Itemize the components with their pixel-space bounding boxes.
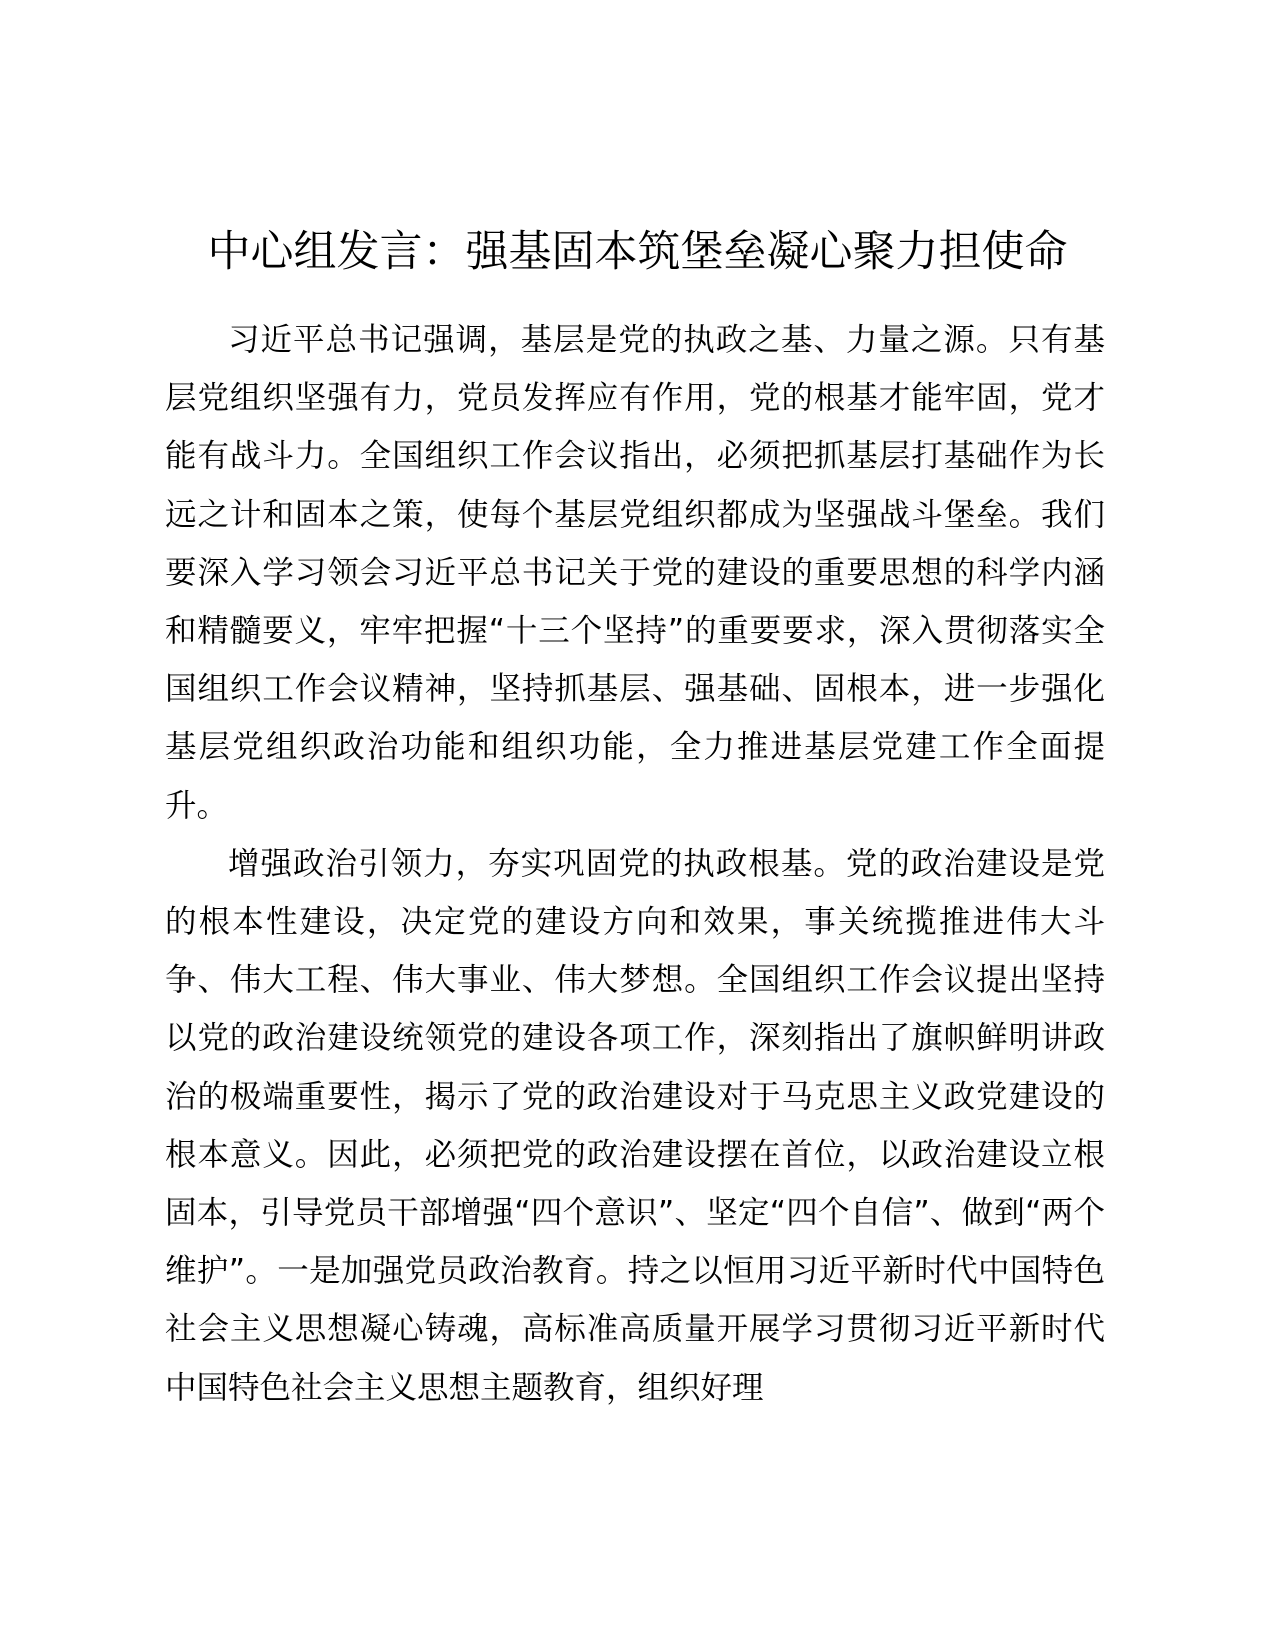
document-body [165, 311, 1105, 1417]
paragraph-1: 习近平总书记强调，基层是党的执政之基、力量之源。只有基层党组织坚强有力，党员发挥应有作用，党的根基才能牢固，党才能有战斗力。全国组织工作会议指出，必须把抓基层打基础作为长远之计和固本之策，使每个基层党组织都成为坚强战斗堡垒。我们要深入学习领会习近平总书记关于党的建设的重要思想的科学内涵和精髓要义，牢牢把握“十三个坚持”的重要要求，深入贯彻落实全国组织工作会议精神，坚持抓基层、强基础、固根本，进一步强化基层党组织政治功能和组织功能，全力推进基层党建工作全面提升。 [165, 322, 1105, 824]
document-title: 中心组发言：强基固本筑堡垒凝心聚力担使命 [207, 227, 1068, 277]
paragraph-2: 增强政治引领力，夯实巩固党的执政根基。党的政治建设是党的根本性建设，决定党的建设方向和效果，事关统揽推进伟大斗争、伟大工程、伟大事业、伟大梦想。全国组织工作会议提出坚持以党的政治建设统领党的建设各项工作，深刻指出了旗帜鲜明讲政治的极端重要性，揭示了党的政治建设对于马克思主义政党建设的根本意义。因此，必须把党的政治建设摆在首位，以政治建设立根固本，引导党员干部增强“四个意识”、坚定“四个自信”、做到“两个维护”。一是加强党员政治教育。持之以恒用习近平新时代中国特色社会主义思想凝心铸魂，高标准高质量开展学习贯彻习近平新时代中国特色社会主义思想主题教育，组织好理 [165, 845, 1105, 1406]
